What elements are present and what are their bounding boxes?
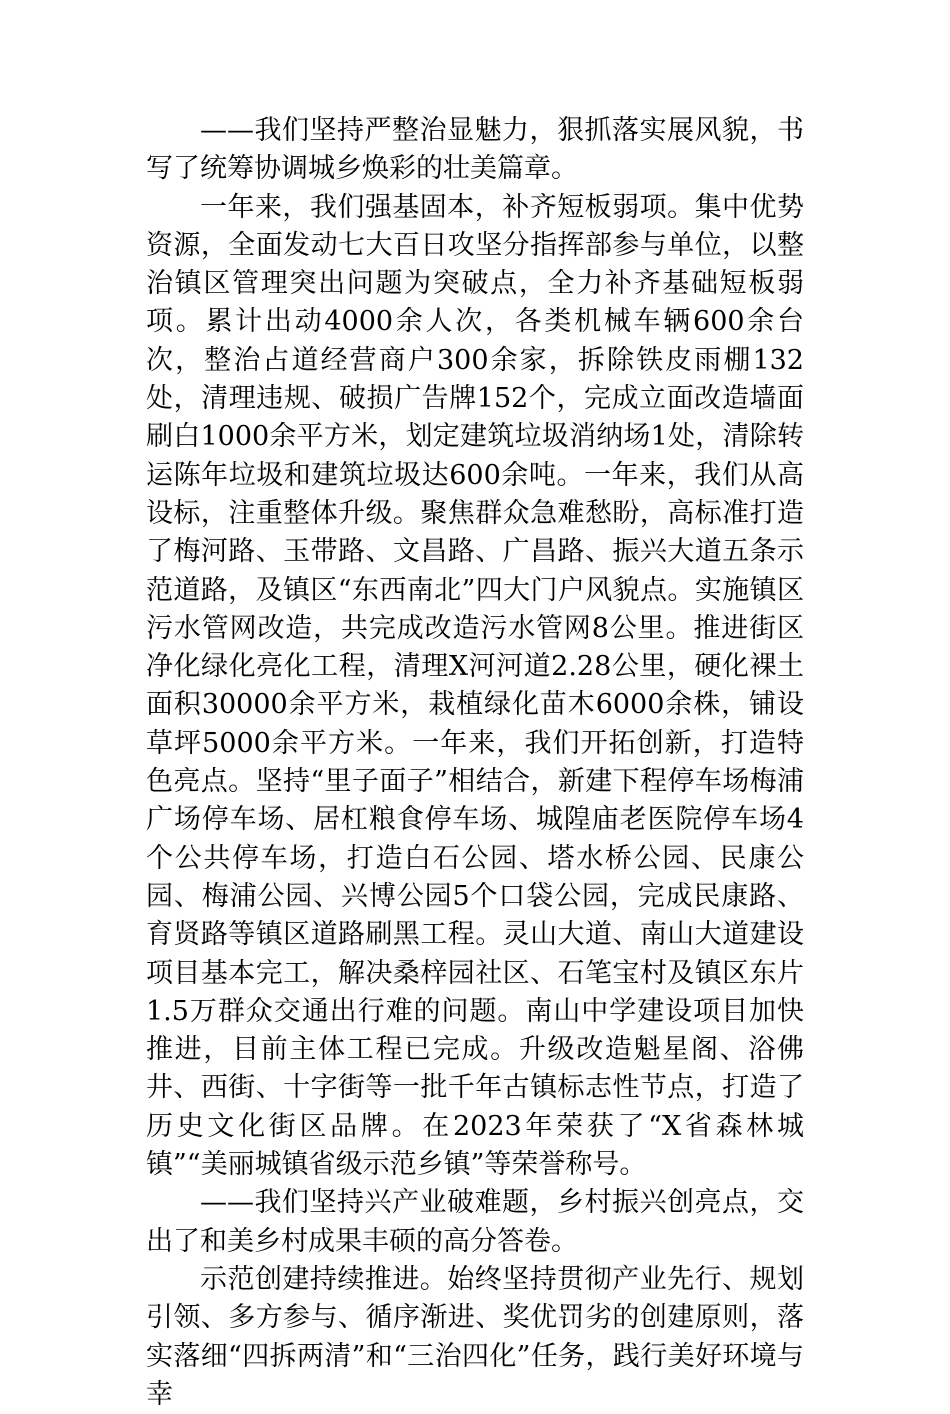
paragraph-3: ——我们坚持兴产业破难题，乡村振兴创亮点，交出了和美乡村成果丰硕的高分答卷。 [146, 1187, 804, 1257]
document-body [146, 112, 804, 1414]
paragraph-2: 一年来，我们强基固本，补齐短板弱项。集中优势资源，全面发动七大百日攻坚分指挥部参与单位，以整治镇区管理突出问题为突破点，全力补齐基础短板弱项。累计出动4000余人次，各类机械车辆600余台次，整治占道经营商户300余家，拆除铁皮雨棚132处，清理违规、破损广告牌152个，完成立面改造墙面刷白1000余平方米，划定建筑垃圾消纳场1处，清除转运陈年垃圾和建筑垃圾达600余吨。一年来，我们从高设标，注重整体升级。聚焦群众急难愁盼，高标准打造了梅河路、玉带路、文昌路、广昌路、振兴大道五条示范道路，及镇区“东西南北”四大门户风貌点。实施镇区污水管网改造，共完成改造污水管网8公里。推进街区净化绿化亮化工程，清理X河河道2.28公里，硬化裸土面积30000余平方米，栽植绿化苗木6000余株，铺设草坪5000余平方米。一年来，我们开拓创新，打造特色亮点。坚持“里子面子”相结合，新建下程停车场梅浦广场停车场、居杠粮食停车场、城隍庙老医院停车场4个公共停车场，打造白石公园、塔水桥公园、民康公园、梅浦公园、兴博公园5个口袋公园，完成民康路、育贤路等镇区道路刷黑工程。灵山大道、南山大道建设项目基本完工，解决桑梓园社区、石笔宝村及镇区东片1.5万群众交通出行难的问题。南山中学建设项目加快推进，目前主体工程已完成。升级改造魁星阁、浴佛井、西街、十字街等一批千年古镇标志性节点，打造了历史文化街区品牌。在2023年荣获了“X省森林城镇”“美丽城镇省级示范乡镇”等荣誉称号。 [146, 191, 804, 1181]
paragraph-4: 示范创建持续推进。始终坚持贯彻产业先行、规划引领、多方参与、循序渐进、奖优罚劣的创建原则，落实落细“四拆两清”和“三治四化”任务，践行美好环境与幸 [146, 1263, 804, 1410]
paragraph-1: ——我们坚持严整治显魅力，狠抓落实展风貌，书写了统筹协调城乡焕彩的壮美篇章。 [146, 115, 804, 185]
